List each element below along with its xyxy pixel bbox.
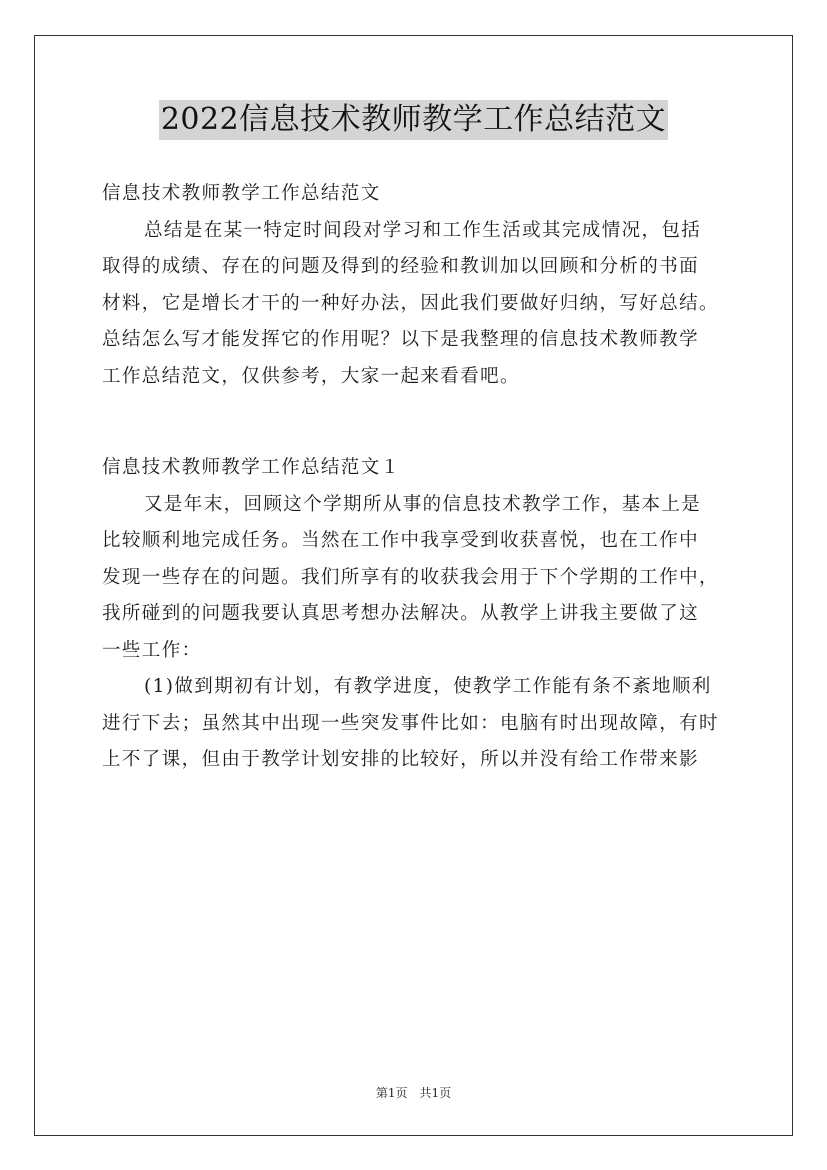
page-footer	[0, 1084, 827, 1101]
item-line: 进行下去；虽然其中出现一些突发事件比如：电脑有时出现故障，有时	[102, 712, 719, 734]
intro-line: 总结是在某一特定时间段对学习和工作生活或其完成情况，包括	[144, 219, 702, 241]
section-line: 发现一些存在的问题。我们所享有的收获我会用于下个学期的工作中，	[102, 566, 719, 588]
intro-line: 取得的成绩、存在的问题及得到的经验和教训加以回顾和分析的书面	[102, 256, 700, 277]
intro-line: 总结怎么写才能发挥它的作用呢？以下是我整理的信息技术教师教学	[102, 329, 700, 350]
section-line: 又是年末，回顾这个学期所从事的信息技术教学工作，基本上是	[144, 493, 702, 515]
item-line: (1)做到期初有计划，有教学进度，使教学工作能有条不紊地顺利	[144, 676, 712, 697]
document-title-wrapper	[0, 100, 827, 140]
subtitle: 信息技术教师教学工作总结范文	[102, 183, 381, 204]
section-line: 比较顺利地完成任务。当然在工作中我享受到收获喜悦，也在工作中	[102, 530, 700, 551]
intro-line: 工作总结范文，仅供参考，大家一起来看看吧。	[102, 365, 520, 387]
paragraph-gap	[102, 395, 742, 450]
page-number: 第1页 共1页	[375, 1086, 452, 1100]
document-title: 2022信息技术教师教学工作总结范文	[159, 100, 668, 140]
intro-line: 材料，它是增长才干的一种好办法，因此我们要做好归纳，写好总结。	[102, 292, 719, 314]
section-heading: 信息技术教师教学工作总结范文１	[102, 457, 401, 478]
document-body	[102, 176, 742, 779]
section-line: 一些工作：	[102, 639, 202, 661]
item-line: 上不了课，但由于教学计划安排的比较好，所以并没有给工作带来影	[102, 749, 700, 770]
section-line: 我所碰到的问题我要认真思考想办法解决。从教学上讲我主要做了这	[102, 603, 700, 624]
